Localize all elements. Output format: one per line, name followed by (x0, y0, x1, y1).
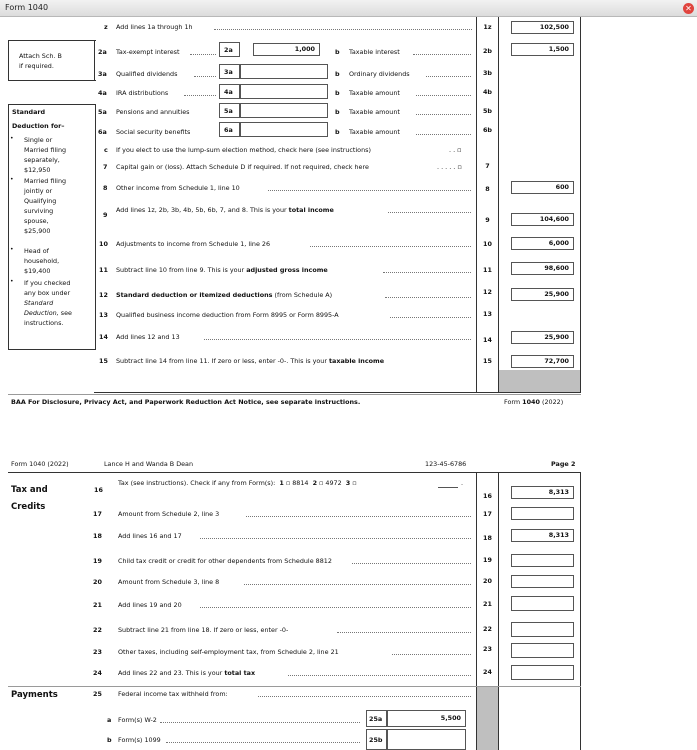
line-6a-label: Social security benefits (116, 128, 191, 136)
line-4a-label: IRA distributions (116, 89, 169, 97)
close-icon[interactable]: ✕ (683, 3, 694, 14)
line-11-num: 11 (483, 266, 492, 274)
line-2b-label: Taxable interest (349, 48, 400, 56)
line-24-label: Add lines 22 and 23. This is your total tax (118, 669, 256, 677)
line-5b-label: Taxable amount (349, 108, 400, 116)
line-21-field[interactable] (511, 596, 574, 611)
line-8-label: Other income from Schedule 1, line 10 (116, 184, 240, 192)
line-7-checkbox[interactable]: . . . . . ▫ (437, 163, 462, 171)
line-23-num: 23 (483, 645, 492, 653)
divider (498, 17, 499, 392)
line-25b-num: 25b (369, 736, 383, 744)
line-25-label: Federal income tax withheld from: (118, 690, 228, 698)
footer-form: Form 1040 (2022) (504, 398, 564, 406)
line-12-num: 12 (483, 288, 492, 296)
line-2a-field[interactable]: 1,000 (253, 43, 320, 56)
line-6c-label: If you elect to use the lump-sum election method, check here (see instructions) (116, 146, 371, 154)
line-9-label: Add lines 1z, 2b, 3b, 4b, 5b, 6b, 7, and 8. This is your total income (116, 206, 334, 214)
line-25a-num: 25a (369, 715, 383, 723)
section-tax-credits-2: Credits (11, 502, 46, 512)
line-4b-num: 4b (482, 88, 493, 96)
window-title: Form 1040 (5, 3, 49, 12)
line-20-num: 20 (483, 577, 492, 585)
line-6c-checkbox[interactable]: . . ▫ (449, 146, 462, 154)
line-1z-label: Add lines 1a through 1h (116, 23, 193, 31)
line-3b-label: Ordinary dividends (349, 70, 410, 78)
attach-note-2: if required. (19, 62, 54, 70)
footer-notice: BAA For Disclosure, Privacy Act, and Paperwork Reduction Act Notice, see separate instructions. (11, 398, 361, 406)
section-payments: Payments (11, 690, 58, 700)
line-9-num: 9 (485, 216, 490, 224)
line-4b-label: Taxable amount (349, 89, 400, 97)
line-22-field[interactable] (511, 622, 574, 637)
divider (8, 40, 96, 41)
line-8-num: 8 (485, 185, 490, 193)
line-12-field[interactable]: 25,900 (511, 288, 574, 301)
line-23-label: Other taxes, including self-employment tax, from Schedule 2, line 21 (118, 648, 339, 656)
divider (94, 392, 581, 393)
line-3b-num: 3b (482, 69, 493, 77)
attach-note-1: Attach Sch. B (19, 52, 62, 60)
line-11-label: Subtract line 10 from line 9. This is your adjusted gross income (116, 266, 328, 274)
line-23-field[interactable] (511, 643, 574, 658)
section-tax-credits: Tax and (11, 485, 48, 495)
sidebar-heading: Standard (12, 108, 46, 116)
divider (8, 80, 96, 81)
line-4a-field[interactable] (240, 84, 328, 99)
line-17-field[interactable] (511, 507, 574, 520)
line-19-field[interactable] (511, 554, 574, 567)
line-4a-num: 4a (224, 88, 233, 96)
line-11-field[interactable]: 98,600 (511, 262, 574, 275)
line-18-label: Add lines 16 and 17 (118, 532, 182, 540)
line-2a-label: Tax-exempt interest (116, 48, 180, 56)
line-20-label: Amount from Schedule 3, line 8 (118, 578, 220, 586)
sidebar-heading-2: Deduction for– (12, 122, 65, 130)
line-22-num: 22 (483, 625, 492, 633)
taxpayer-ssn: 123-45-6786 (425, 460, 467, 468)
line-24-num: 24 (483, 668, 492, 676)
line-1z-field[interactable]: 102,500 (511, 21, 574, 34)
line-3a-field[interactable] (240, 64, 328, 79)
p2-form-label: Form 1040 (2022) (11, 460, 69, 468)
line-2b-num: 2b (482, 47, 493, 55)
line-5a-label: Pensions and annuities (116, 108, 190, 116)
line-6a-num: 6a (224, 126, 233, 134)
line-6b-num: 6b (482, 126, 493, 134)
taxpayer-names: Lance H and Wanda B Dean (104, 460, 194, 468)
divider (580, 17, 581, 392)
line-25a-label: Form(s) W-2 (118, 716, 157, 724)
line-9-field[interactable]: 104,600 (511, 213, 574, 226)
line-22-label: Subtract line 21 from line 18. If zero or less, enter -0- (118, 626, 289, 634)
line-25b-field[interactable] (387, 729, 466, 750)
line-13-label: Qualified business income deduction from Form 8995 or Form 8995-A (116, 311, 339, 319)
line-15-label: Subtract line 14 from line 11. If zero or less, enter -0-. This is your taxable income (116, 357, 385, 365)
line-10-num: 10 (483, 240, 492, 248)
line-8-field[interactable]: 600 (511, 181, 574, 194)
line-3a-label: Qualified dividends (116, 70, 178, 78)
line-25a-field[interactable]: 5,500 (387, 710, 466, 727)
line-6b-label: Taxable amount (349, 128, 400, 136)
line-16-label: Tax (see instructions). Check if any from Form(s): 1 ▫ 8814 2 ▫ 4972 3 ▫ (118, 479, 357, 487)
line-16-num: 16 (483, 492, 492, 500)
line-14-num: 14 (483, 336, 492, 344)
line-18-field[interactable]: 8,313 (511, 529, 574, 542)
line-18-num: 18 (483, 534, 492, 542)
line-3a-num: 3a (224, 68, 233, 76)
line-17-num: 17 (483, 510, 492, 518)
line-5a-field[interactable] (240, 103, 328, 118)
line-15-field[interactable]: 72,700 (511, 355, 574, 368)
divider (94, 40, 95, 80)
line-10-field[interactable]: 6,000 (511, 237, 574, 250)
divider (8, 40, 9, 80)
line-15-num: 15 (483, 357, 492, 365)
line-7-num: 7 (485, 162, 490, 170)
line-21-label: Add lines 19 and 20 (118, 601, 182, 609)
line-19-label: Child tax credit or credit for other dependents from Schedule 8812 (118, 557, 332, 565)
line-1z-num: 1z (483, 23, 492, 31)
line-20-field[interactable] (511, 575, 574, 588)
shaded-cell (477, 687, 498, 750)
line-14-field[interactable]: 25,900 (511, 331, 574, 344)
line-19-num: 19 (483, 556, 492, 564)
line-5b-num: 5b (482, 107, 493, 115)
line-21-num: 21 (483, 600, 492, 608)
line-25b-label: Form(s) 1099 (118, 736, 161, 744)
page-number: Page 2 (551, 460, 576, 468)
line-17-label: Amount from Schedule 2, line 3 (118, 510, 220, 518)
line-13-num: 13 (483, 310, 492, 318)
line-14-label: Add lines 12 and 13 (116, 333, 180, 341)
line-16-field[interactable]: 8,313 (511, 486, 574, 499)
shaded-cell (499, 370, 580, 392)
line-5a-num: 5a (224, 107, 233, 115)
line-2b-field[interactable]: 1,500 (511, 43, 574, 56)
line-7-label: Capital gain or (loss). Attach Schedule D if required. If not required, check here (116, 163, 369, 171)
window-titlebar (0, 0, 697, 17)
line-24-field[interactable] (511, 665, 574, 680)
line-10-label: Adjustments to income from Schedule 1, line 26 (116, 240, 271, 248)
line-2a-num: 2a (224, 46, 233, 54)
line-6a-field[interactable] (240, 122, 328, 137)
line-12-label: Standard deduction or itemized deductions (from Schedule A) (116, 291, 333, 299)
